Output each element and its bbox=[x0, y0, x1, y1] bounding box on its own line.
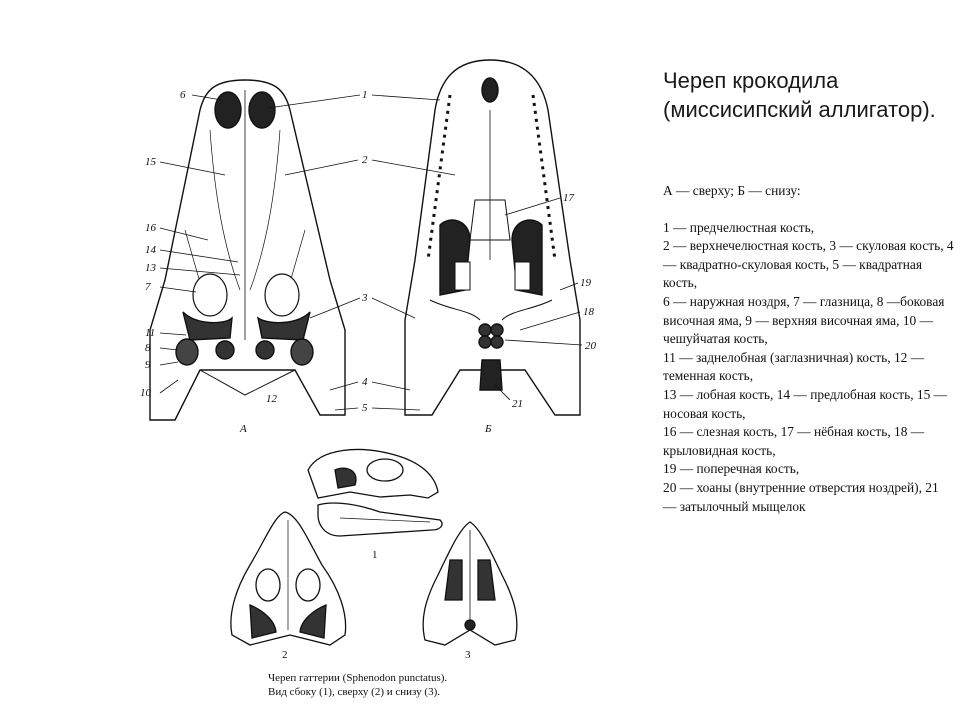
num-19: 19 bbox=[580, 277, 591, 289]
num-10: 10 bbox=[140, 387, 151, 399]
mid-number-labels bbox=[266, 89, 368, 414]
num-2: 2 bbox=[362, 154, 368, 166]
num-17: 17 bbox=[563, 192, 574, 204]
num-14: 14 bbox=[145, 244, 156, 256]
num-3: 3 bbox=[362, 292, 368, 304]
num-11: 11 bbox=[145, 327, 156, 339]
skull-b-ventral bbox=[405, 60, 580, 415]
sphenodon-caption-1: Череп гаттерии (Sphenodon punctatus). bbox=[268, 672, 448, 684]
slide-title: Череп крокодила (миссисипский аллигатор). bbox=[663, 68, 936, 122]
legend-line-2: 2 — верхнечелюстная кость, 3 — скуловая кость, 4 — квадратно-скуловая кость, 5 — квадратная кость, bbox=[663, 238, 954, 291]
sphenodon-num-2: 2 bbox=[282, 649, 288, 661]
num-7: 7 bbox=[145, 281, 151, 293]
num-12: 12 bbox=[266, 393, 277, 405]
skull-a-dorsal bbox=[150, 80, 345, 420]
legend-line-8: 20 — хоаны (внутренние отверстия ноздрей), 21 — затылочный мыщелок bbox=[663, 479, 939, 514]
legend-line-6: 16 — слезная кость, 17 — нёбная кость, 18 — крыловидная кость, bbox=[663, 424, 925, 458]
sphenodon-bottom-view bbox=[423, 522, 517, 645]
num-6: 6 bbox=[180, 89, 186, 101]
num-16: 16 bbox=[145, 222, 156, 234]
num-4: 4 bbox=[362, 376, 368, 388]
views-line: А — сверху; Б — снизу: bbox=[663, 183, 801, 198]
sphenodon-side-view bbox=[308, 450, 442, 536]
num-20: 20 bbox=[585, 340, 596, 352]
num-15: 15 bbox=[145, 156, 156, 168]
sphenodon-num-1: 1 bbox=[372, 549, 378, 561]
num-1: 1 bbox=[362, 89, 368, 101]
legend-line-3: 6 — наружная ноздря, 7 — глазница, 8 —боковая височная яма, 9 — верхняя височная яма, 10 — чешуйчатая кость, bbox=[663, 293, 945, 347]
num-13: 13 bbox=[145, 262, 156, 274]
num-9: 9 bbox=[145, 359, 151, 371]
num-18: 18 bbox=[583, 306, 594, 318]
legend-line-1: 1 — предчелюстная кость, bbox=[663, 219, 815, 235]
sphenodon-caption-2: Вид сбоку (1), сверху (2) и снизу (3). bbox=[268, 686, 440, 698]
legend-line-4: 11 — заднелобная (заглазничная) кость, 12 — теменная кость, bbox=[663, 349, 925, 384]
label-a: А bbox=[240, 423, 247, 435]
num-21: 21 bbox=[512, 398, 523, 410]
sphenodon-top-view bbox=[231, 512, 346, 645]
num-8: 8 bbox=[145, 342, 151, 354]
legend-line-5: 13 — лобная кость, 14 — предлобная кость, 15 — носовая кость, bbox=[663, 386, 948, 421]
sphenodon-num-3: 3 bbox=[465, 649, 471, 661]
num-5: 5 bbox=[362, 402, 368, 414]
label-b: Б bbox=[485, 423, 492, 435]
legend-line-7: 19 — поперечная кость, bbox=[663, 461, 800, 477]
